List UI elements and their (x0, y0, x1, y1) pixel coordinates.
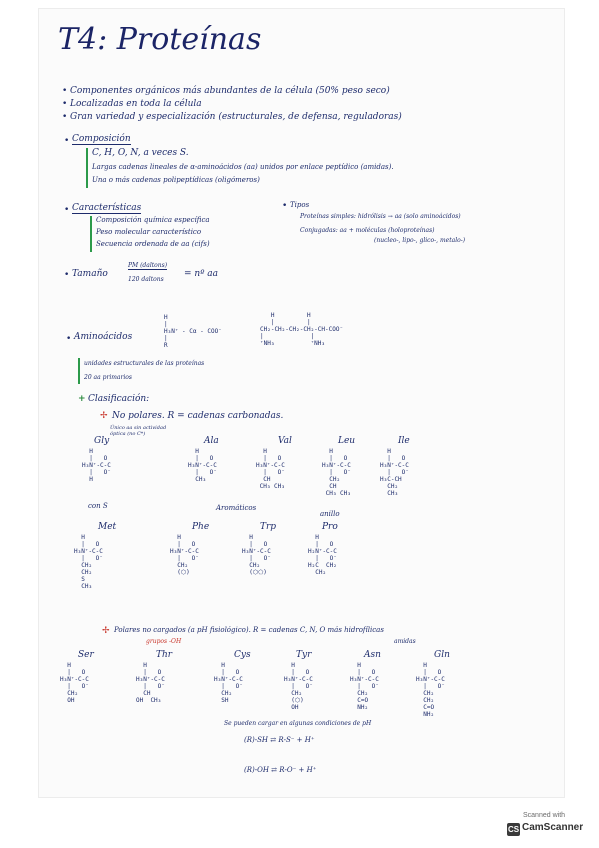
bullet-2: Localizadas en toda la célula (70, 99, 202, 109)
aa-formula-gly: H | O H₃N⁺-C-C | O⁻ H (82, 448, 111, 483)
reaction-sh: (R)-SH ⇄ R-S⁻ + H⁺ (244, 736, 315, 744)
aa-formula-asn: H | O H₃N⁺-C-C | O⁻ CH₂ C=O NH₂ (350, 662, 379, 711)
tamano-denominator: 120 daltons (128, 276, 164, 283)
tamano-result: = nº aa (184, 269, 219, 279)
aa-formula-tyr: H | O H₃N⁺-C-C | O⁻ CH₂ (⬡) OH (284, 662, 313, 711)
clasificacion-heading: Clasificación: (88, 394, 150, 404)
bullet-dot: • (64, 270, 70, 280)
plus-marker: + (78, 394, 86, 404)
caracteristicas-heading: Características (72, 203, 142, 213)
caracteristicas-line-2: Peso molecular característico (96, 228, 202, 236)
aa-name-gln: Gln (434, 650, 450, 660)
composicion-heading: Composición (72, 134, 131, 144)
aa-name-met: Met (98, 522, 117, 532)
polares-heading: Polares no cargados (a pH fisiológico). R = cadenas C, N, O más hidrofílicas (114, 626, 384, 634)
aa-name-tyr: Tyr (296, 650, 312, 660)
aa-formula-pro: H | O H₂N⁺-C-C | O⁻ H₂C CH₂ CH₂ (308, 534, 337, 576)
lys-formula: H H | | CH₂-CH₂-CH₂-CH₂-CH-COO⁻ | | ⁺NH₃ ⁺NH₃ (260, 312, 344, 347)
aa-general-formula: H | H₃N⁺ - Cα - COO⁻ | R (164, 314, 222, 349)
bullet-1: Componentes orgánicos más abundantes de la célula (50% peso seco) (70, 86, 390, 96)
composicion-line-2: Largas cadenas lineales de α-aminoácidos (aa) unidos por enlace peptídico (amidas). (92, 163, 394, 171)
aa-name-thr: Thr (156, 650, 173, 660)
notebook-page (38, 8, 565, 798)
tipos-conjugadas: Conjugadas: aa + moléculas (holoproteínas) (300, 227, 435, 234)
aa-formula-ala: H | O H₃N⁺-C-C | O⁻ CH₃ (188, 448, 217, 483)
aa-formula-leu: H | O H₃N⁺-C-C | O⁻ CH₂ CH CH₃ CH₃ (322, 448, 351, 497)
caracteristicas-line-1: Composición química específica (96, 216, 210, 224)
aa-name-leu: Leu (338, 436, 356, 446)
polares-note: Se pueden cargar en algunas condiciones de pH (224, 720, 372, 727)
con-s-label: con S (88, 502, 108, 510)
bullet-3: Gran variedad y especialización (estructurales, de defensa, reguladoras) (70, 112, 402, 122)
grupo-oh-label: grupos -OH (146, 638, 182, 645)
aa-formula-trp: H | O H₃N⁺-C-C | O⁻ CH₂ (⬡⬠) (242, 534, 271, 576)
aa-name-val: Val (278, 436, 292, 446)
aa-name-asn: Asn (364, 650, 381, 660)
bracket (90, 216, 92, 252)
tamano-label: Tamaño (72, 269, 108, 279)
aa-name-phe: Phe (192, 522, 210, 532)
aa-formula-cys: H | O H₃N⁺-C-C | O⁻ CH₂ SH (214, 662, 243, 704)
caracteristicas-line-3: Secuencia ordenada de aa (cifs) (96, 240, 210, 248)
bracket (86, 148, 88, 188)
aa-name-ile: Ile (398, 436, 410, 446)
aa-name-trp: Trp (260, 522, 277, 532)
scanner-badge (505, 810, 589, 840)
bullet-dot: • (64, 136, 70, 146)
aa-note-1: unidades estructurales de las proteínas (84, 360, 205, 367)
tipos-conjugadas-sub: (nucleo-, lipo-, glico-, metalo-) (374, 237, 466, 244)
amidas-label: amidas (394, 638, 416, 645)
scanner-line-1: Scanned with (523, 812, 566, 819)
aa-formula-phe: H | O H₃N⁺-C-C | O⁻ CH₂ (⬡) (170, 534, 199, 576)
bracket (78, 358, 80, 384)
aa-formula-ser: H | O H₃N⁺-C-C | O⁻ CH₂ OH (60, 662, 89, 704)
aminoacidos-label: Aminoácidos (74, 332, 133, 342)
bullet-dot: • (62, 86, 68, 96)
aa-name-gly: Gly (94, 436, 110, 446)
reaction-oh: (R)-OH ⇄ R-O⁻ + H⁺ (244, 766, 317, 774)
scanner-line-2: CamScanner (522, 822, 584, 833)
aa-name-ser: Ser (78, 650, 94, 660)
aa-formula-thr: H | O H₃N⁺-C-C | O⁻ CH OH CH₃ (136, 662, 165, 704)
tipos-simples: Proteínas simples: hidrólisis → aa (solo aminoácidos) (300, 213, 461, 220)
bullet-dot: • (66, 334, 72, 344)
aromaticos-label: Aromáticos (216, 504, 257, 512)
gly-note: Único aa sin actividad óptica (no C*) (110, 425, 167, 437)
camscanner-logo-icon: CS (507, 825, 520, 834)
aa-name-pro: Pro (322, 522, 338, 532)
aa-formula-ile: H | O H₃N⁺-C-C | O⁻ H₃C-CH CH₂ CH₃ (380, 448, 409, 497)
bullet-dot: • (62, 112, 68, 122)
aa-formula-val: H | O H₃N⁺-C-C | O⁻ CH CH₃ CH₃ (256, 448, 285, 490)
composicion-line-3: Una o más cadenas polipeptídicas (oligómeros) (92, 176, 260, 184)
no-polares-heading: No polares. R = cadenas carbonadas. (112, 411, 284, 421)
aa-formula-gln: H | O H₃N⁺-C-C | O⁻ CH₂ CH₂ C=O NH₂ (416, 662, 445, 718)
bullet-dot: • (64, 205, 70, 215)
aa-name-ala: Ala (204, 436, 219, 446)
aa-note-2: 20 aa primarios (84, 374, 132, 381)
aa-formula-met: H | O H₃N⁺-C-C | O⁻ CH₂ CH₂ S CH₃ (74, 534, 103, 590)
tamano-numerator: PM (daltons) (128, 262, 168, 269)
plus-marker: ✢ (100, 411, 108, 421)
plus-marker: ✢ (102, 626, 110, 636)
composicion-line-1: C, H, O, N, a veces S. (92, 148, 189, 158)
page-title: T4: Proteínas (58, 22, 262, 57)
aa-name-cys: Cys (234, 650, 251, 660)
bullet-dot: • (282, 201, 288, 211)
tipos-heading: Tipos (290, 201, 310, 209)
anillo-label: anillo (320, 510, 340, 518)
bullet-dot: • (62, 99, 68, 109)
